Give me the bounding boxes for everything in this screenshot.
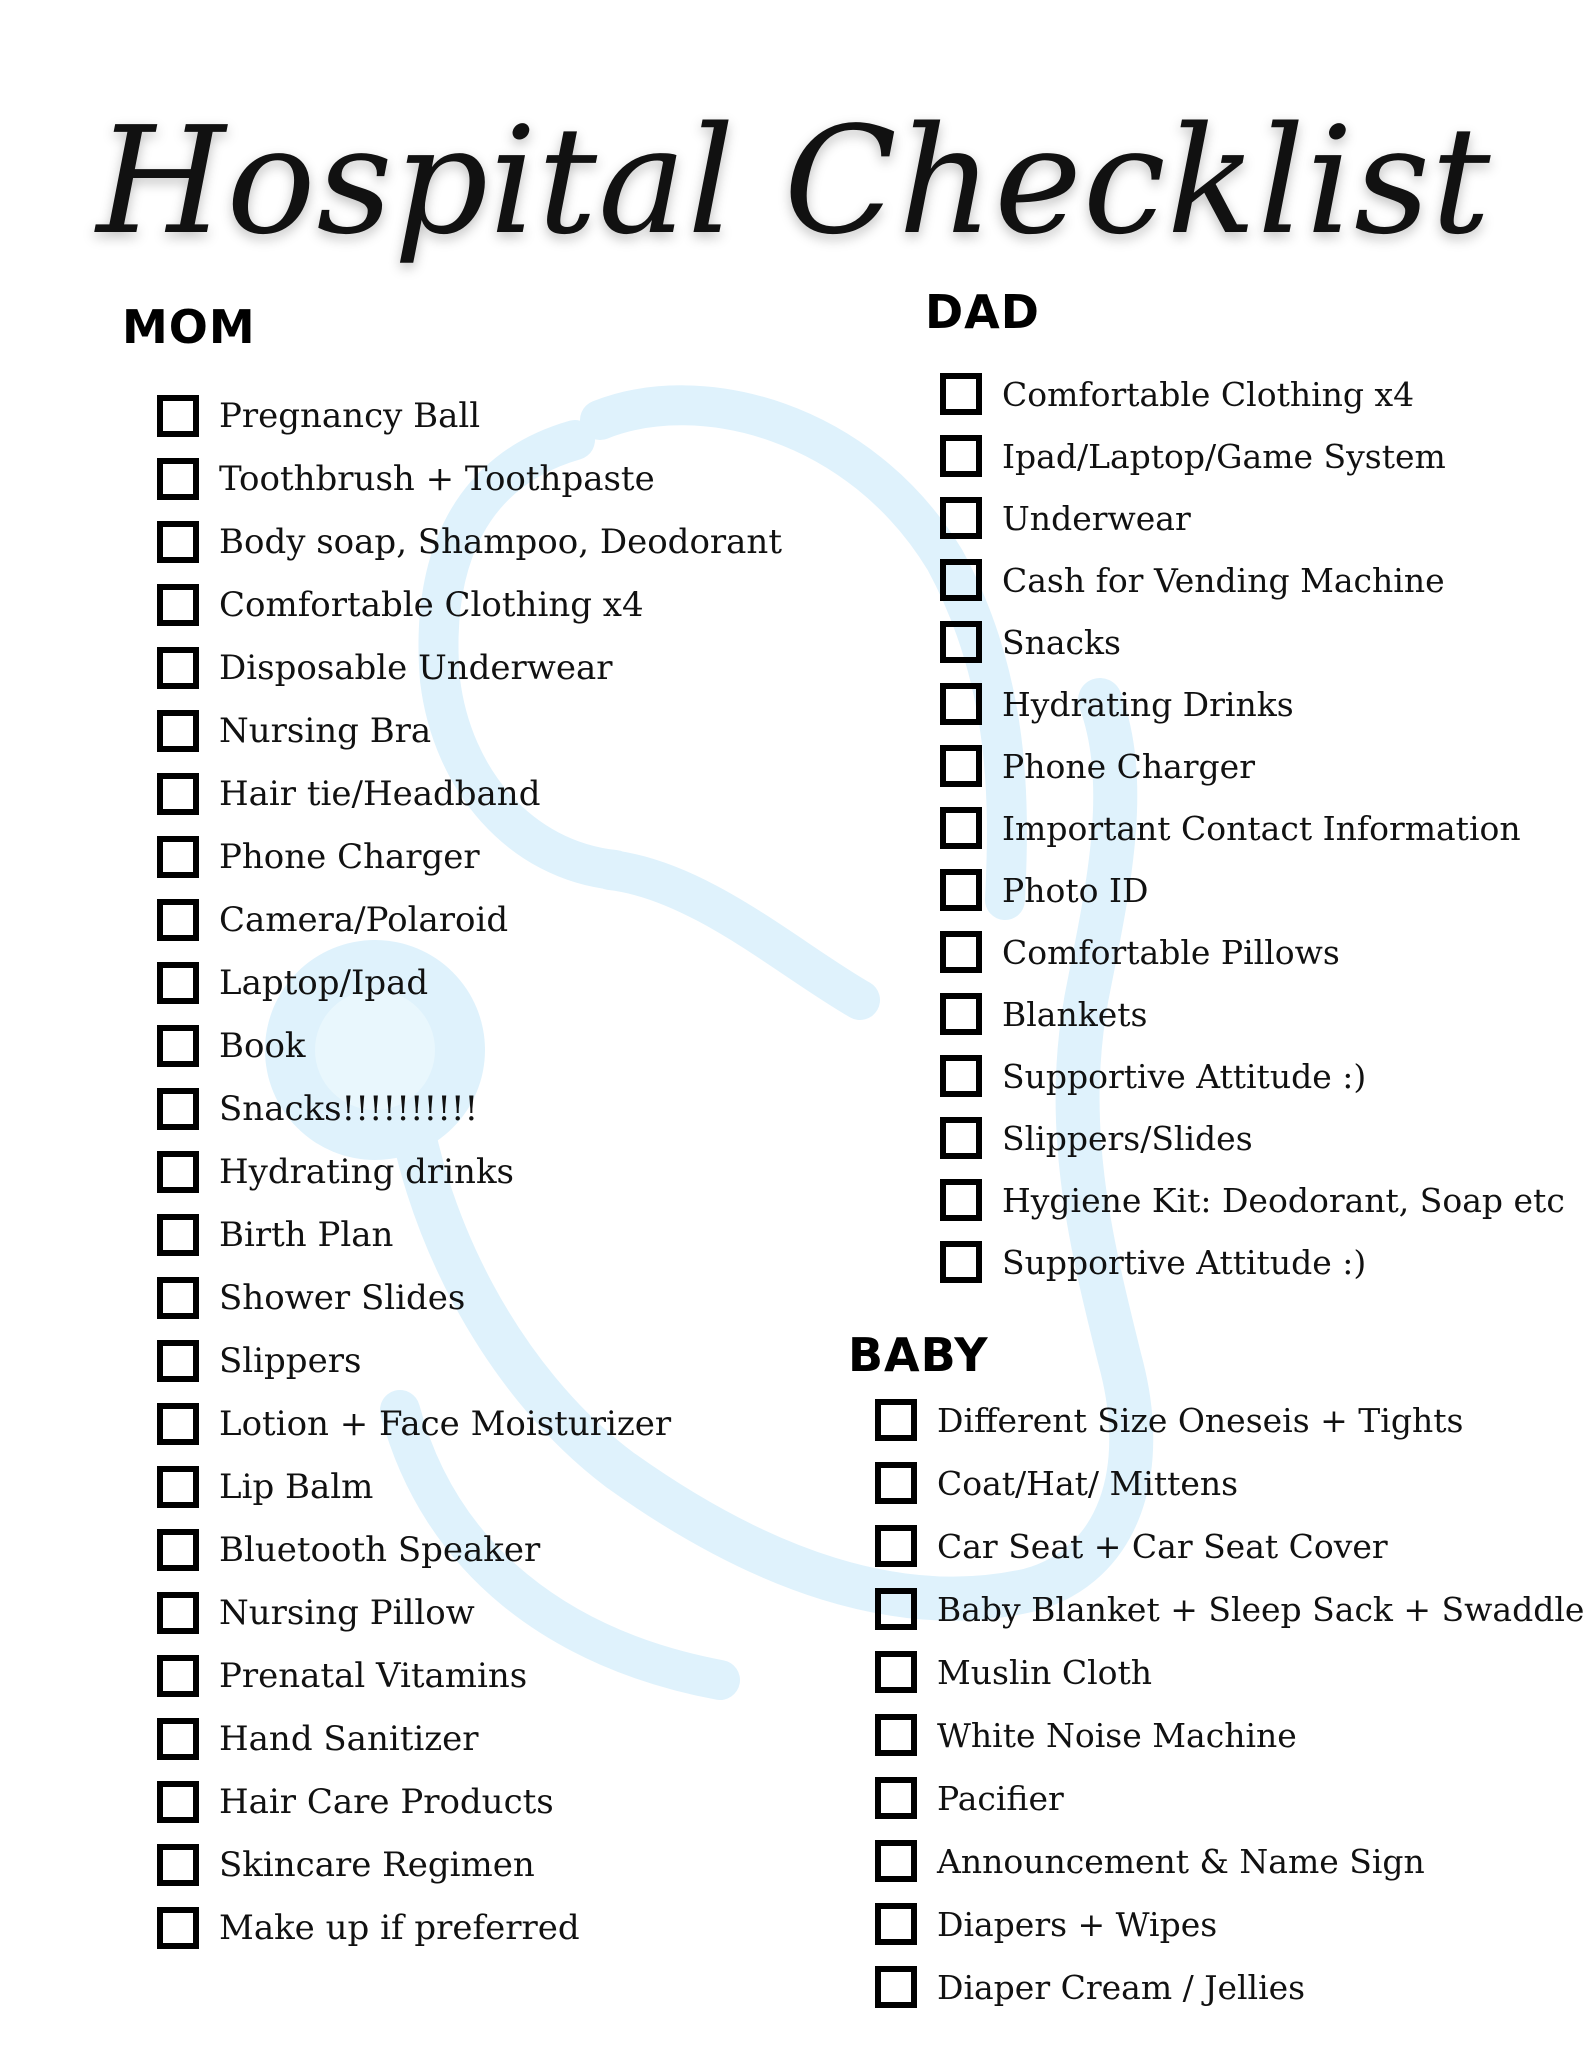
checklist-item-label: White Noise Machine [937, 1715, 1297, 1755]
checklist-item-label: Book [219, 1026, 306, 1066]
checklist-item[interactable] [157, 579, 644, 631]
checklist-item[interactable] [940, 492, 1191, 544]
checklist-item-label: Muslin Cloth [937, 1652, 1153, 1692]
checkbox[interactable] [875, 1840, 917, 1882]
checklist-item[interactable] [940, 368, 1414, 420]
checklist-item[interactable] [875, 1835, 1425, 1887]
checklist-item[interactable] [940, 864, 1148, 916]
checkbox[interactable] [940, 869, 982, 911]
checkbox[interactable] [157, 1277, 199, 1319]
checklist-item[interactable] [157, 1146, 514, 1198]
checklist-item-label: Comfortable Clothing x4 [1002, 374, 1415, 414]
checklist-item-label: Lip Balm [219, 1467, 374, 1507]
checklist-item[interactable] [940, 678, 1294, 730]
checklist-item[interactable] [940, 802, 1521, 854]
checklist-item[interactable] [157, 1776, 554, 1828]
checkbox[interactable] [940, 621, 982, 663]
checklist-item-label: Hair Care Products [219, 1782, 554, 1822]
checklist-item-label: Photo ID [1002, 870, 1149, 910]
section-heading-baby: BABY [848, 1328, 989, 1382]
checklist-item-label: Baby Blanket + Sleep Sack + Swaddle [937, 1589, 1585, 1629]
checklist-item[interactable] [157, 894, 508, 946]
checklist-item-label: Phone Charger [1002, 746, 1255, 786]
section-heading-dad: DAD [925, 285, 1040, 339]
checklist-item-label: Ipad/Laptop/Game System [1002, 436, 1446, 476]
checkbox[interactable] [940, 373, 982, 415]
checklist-item-label: Make up if preferred [219, 1908, 580, 1948]
checklist-item-label: Different Size Oneseis + Tights [937, 1400, 1464, 1440]
checklist-item-label: Pacifier [937, 1778, 1064, 1818]
checklist-item-label: Bluetooth Speaker [219, 1530, 541, 1570]
checkbox[interactable] [157, 1907, 199, 1949]
checklist-item[interactable] [157, 642, 613, 694]
checklist-item-label: Hygiene Kit: Deodorant, Soap etc [1002, 1180, 1565, 1220]
checklist-item-label: Diapers + Wipes [937, 1904, 1218, 1944]
checklist-item[interactable] [157, 390, 480, 442]
checklist-item-label: Nursing Pillow [219, 1593, 475, 1633]
checkbox[interactable] [157, 899, 199, 941]
checkbox[interactable] [940, 435, 982, 477]
checklist-item[interactable] [157, 1209, 393, 1261]
checkbox[interactable] [157, 458, 199, 500]
checkbox[interactable] [157, 1781, 199, 1823]
checkbox[interactable] [940, 1241, 982, 1283]
checklist-item[interactable] [157, 831, 480, 883]
checklist-item-label: Hydrating drinks [219, 1152, 514, 1192]
checklist-item-label: Nursing Bra [219, 711, 432, 751]
checklist-item[interactable] [875, 1646, 1152, 1698]
checkbox[interactable] [875, 1399, 917, 1441]
checkbox[interactable] [157, 836, 199, 878]
checklist-item-label: Diaper Cream / Jellies [937, 1967, 1306, 2007]
checklist-item[interactable] [940, 1050, 1366, 1102]
checkbox[interactable] [940, 559, 982, 601]
checklist-item[interactable] [875, 1898, 1217, 1950]
checklist-item[interactable] [940, 554, 1445, 606]
checkbox[interactable] [940, 683, 982, 725]
checklist-item[interactable] [940, 616, 1121, 668]
checklist-item[interactable] [157, 1083, 478, 1135]
page-title: Hospital Checklist [96, 95, 1492, 267]
checkbox[interactable] [940, 1117, 982, 1159]
checklist-item[interactable] [157, 1839, 535, 1891]
checklist-item-label: Phone Charger [219, 837, 480, 877]
checkbox[interactable] [940, 993, 982, 1035]
checklist-item-label: Comfortable Pillows [1002, 932, 1340, 972]
checklist-item[interactable] [940, 1236, 1366, 1288]
checklist-item-label: Comfortable Clothing x4 [219, 585, 644, 625]
checklist-item[interactable] [157, 957, 428, 1009]
checklist-item-label: Hydrating Drinks [1002, 684, 1294, 724]
checklist-item[interactable] [875, 1520, 1388, 1572]
checkbox[interactable] [157, 1466, 199, 1508]
checkbox[interactable] [157, 1592, 199, 1634]
checklist-item-label: Body soap, Shampoo, Deodorant [219, 522, 782, 562]
checklist-item-label: Shower Slides [219, 1278, 466, 1318]
checklist-item[interactable] [940, 430, 1446, 482]
checklist-item[interactable] [157, 705, 431, 757]
checkbox[interactable] [157, 1340, 199, 1382]
checklist-item-label: Slippers/Slides [1002, 1118, 1253, 1158]
checkbox[interactable] [157, 1151, 199, 1193]
checklist-item-label: Disposable Underwear [219, 648, 613, 688]
checklist-item-label: Car Seat + Car Seat Cover [937, 1526, 1388, 1566]
checklist-item[interactable] [157, 1461, 373, 1513]
checklist-item[interactable] [157, 1587, 475, 1639]
checklist-item[interactable] [940, 740, 1255, 792]
checkbox[interactable] [940, 1055, 982, 1097]
checklist-item-label: Snacks [1002, 622, 1121, 662]
checklist-item-label: Underwear [1002, 498, 1191, 538]
checklist-item-label: Lotion + Face Moisturizer [219, 1404, 672, 1444]
checkbox[interactable] [875, 1966, 917, 2008]
checklist-item[interactable] [940, 1174, 1565, 1226]
checkbox[interactable] [940, 1179, 982, 1221]
checkbox[interactable] [157, 647, 199, 689]
checkbox[interactable] [157, 1403, 199, 1445]
checkbox[interactable] [157, 1718, 199, 1760]
checkbox[interactable] [940, 931, 982, 973]
checklist-item-label: Prenatal Vitamins [219, 1656, 528, 1696]
checklist-item-label: Cash for Vending Machine [1002, 560, 1445, 600]
checklist-item[interactable] [940, 926, 1340, 978]
checklist-item[interactable] [940, 988, 1147, 1040]
checkbox[interactable] [875, 1903, 917, 1945]
checklist-item[interactable] [157, 516, 782, 568]
checklist-item-label: Toothbrush + Toothpaste [219, 459, 655, 499]
stethoscope-headset [610, 870, 860, 1000]
checkbox[interactable] [940, 745, 982, 787]
checklist-item[interactable] [157, 1713, 479, 1765]
checkbox[interactable] [157, 1529, 199, 1571]
checklist-item-label: Supportive Attitude :) [1002, 1056, 1367, 1096]
checklist-item-label: Birth Plan [219, 1215, 394, 1255]
checklist-item[interactable] [157, 1272, 465, 1324]
checklist-item[interactable] [157, 1335, 361, 1387]
checkbox[interactable] [875, 1777, 917, 1819]
checklist-item[interactable] [157, 1902, 580, 1954]
checklist-item[interactable] [157, 453, 655, 505]
checkbox[interactable] [875, 1588, 917, 1630]
checkbox[interactable] [157, 773, 199, 815]
checklist-item[interactable] [875, 1583, 1584, 1635]
checklist-item[interactable] [875, 1709, 1297, 1761]
checklist-item[interactable] [157, 768, 540, 820]
checklist-item-label: Camera/Polaroid [219, 900, 509, 940]
checkbox[interactable] [875, 1651, 917, 1693]
checkbox[interactable] [157, 1214, 199, 1256]
checklist-item-label: Hand Sanitizer [219, 1719, 479, 1759]
checklist-item[interactable] [157, 1650, 527, 1702]
checklist-item-label: Coat/Hat/ Mittens [937, 1463, 1239, 1503]
checklist-item-label: Hair tie/Headband [219, 774, 541, 814]
checkbox[interactable] [940, 497, 982, 539]
checkbox[interactable] [157, 1844, 199, 1886]
checklist-item-label: Supportive Attitude :) [1002, 1242, 1367, 1282]
checklist-item-label: Announcement & Name Sign [937, 1841, 1425, 1881]
checklist-item[interactable] [157, 1398, 671, 1450]
checkbox[interactable] [157, 1655, 199, 1697]
checklist-item[interactable] [157, 1020, 306, 1072]
checklist-item[interactable] [157, 1524, 540, 1576]
checklist-item-label: Snacks!!!!!!!!!! [219, 1089, 479, 1129]
checkbox[interactable] [157, 521, 199, 563]
checklist-item-label: Blankets [1002, 994, 1148, 1034]
checkbox[interactable] [875, 1525, 917, 1567]
checkbox[interactable] [875, 1462, 917, 1504]
checkbox[interactable] [157, 1088, 199, 1130]
checkbox[interactable] [940, 807, 982, 849]
checklist-item-label: Pregnancy Ball [219, 396, 481, 436]
checkbox[interactable] [157, 962, 199, 1004]
checklist-item[interactable] [875, 1394, 1463, 1446]
checklist-item[interactable] [875, 1961, 1305, 2013]
checklist-item-label: Laptop/Ipad [219, 963, 429, 1003]
checklist-item[interactable] [940, 1112, 1253, 1164]
section-heading-mom: MOM [122, 300, 256, 354]
checkbox[interactable] [157, 710, 199, 752]
checklist-item-label: Slippers [219, 1341, 362, 1381]
checkbox[interactable] [157, 395, 199, 437]
checkbox[interactable] [875, 1714, 917, 1756]
checkbox[interactable] [157, 584, 199, 626]
checkbox[interactable] [157, 1025, 199, 1067]
checklist-item-label: Important Contact Information [1002, 808, 1521, 848]
checklist-item[interactable] [875, 1772, 1064, 1824]
checklist-item-label: Skincare Regimen [219, 1845, 535, 1885]
checklist-item[interactable] [875, 1457, 1238, 1509]
